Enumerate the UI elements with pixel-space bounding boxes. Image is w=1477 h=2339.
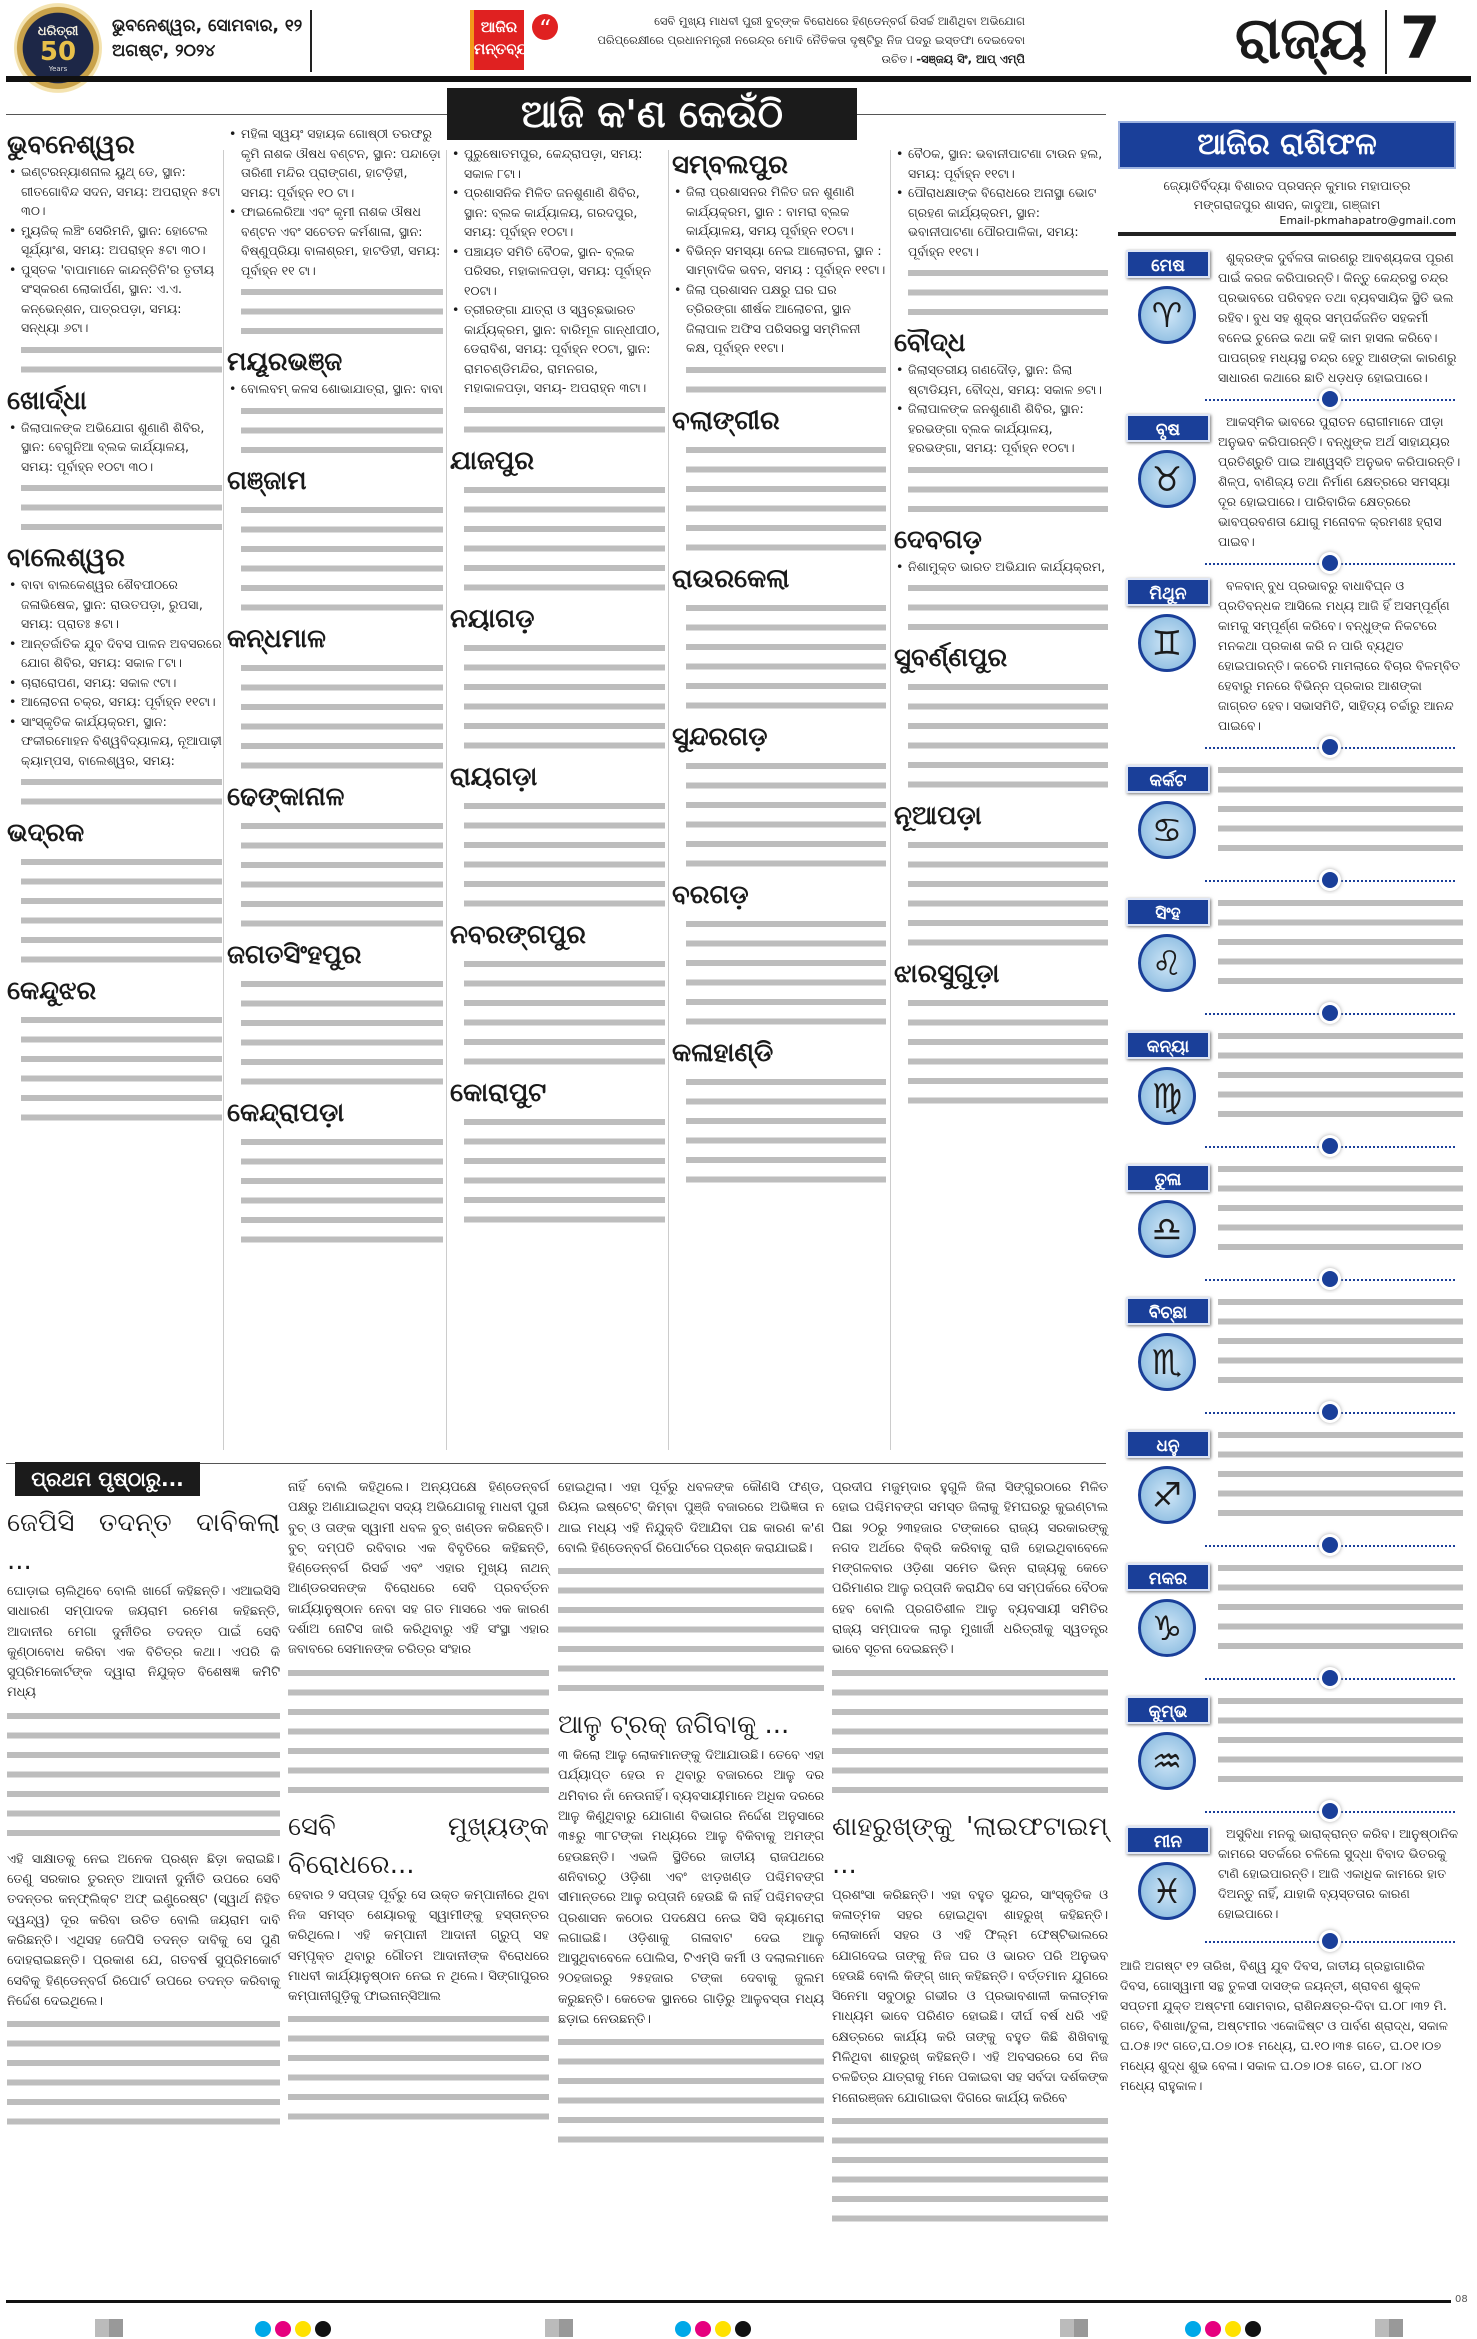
article-headline: ଶାହରୁଖ୍‌ଙ୍କୁ 'ଲାଇଫଟାଇମ୍ ... — [832, 1811, 1108, 1880]
unread-text-placeholder — [1218, 761, 1463, 861]
unread-text-placeholder — [288, 1664, 549, 1804]
unread-text-placeholder — [558, 2033, 824, 2153]
unread-text-placeholder — [464, 797, 665, 914]
unread-text-placeholder — [241, 501, 443, 618]
district-heading: କୋରାପୁଟ — [450, 1077, 547, 1108]
horoscope-sign — [1118, 1559, 1463, 1667]
color-registration-dot — [295, 2321, 311, 2337]
color-registration-dot — [735, 2321, 751, 2337]
pisces-fish-icon: ♓ — [1138, 1862, 1196, 1920]
divider — [310, 10, 312, 72]
sign-separator — [1118, 1401, 1463, 1423]
horoscope-sign — [1118, 1027, 1463, 1135]
event-item: • ଇଣ୍ଟରନ୍ୟାଶନାଲ ୟୁଥ୍ ଡେ, ସ୍ଥାନ: ଗୀତଗୋବିନ୍ଦ ସଦନ, ସମୟ: ଅପରାହ୍ନ ୫ଟା ୩୦। — [7, 162, 222, 221]
sign-name: ମେଷ — [1126, 250, 1210, 278]
section-title: ରାଜ୍ୟ — [1235, 4, 1367, 72]
district-heading: ଦେବଗଡ଼ — [894, 524, 982, 555]
unread-text-placeholder — [686, 1073, 886, 1190]
event-item: • ଆଲୋଚନା ଚକ୍ର, ସମୟ: ପୂର୍ବାହ୍ନ ୧୧ଟା। — [7, 692, 222, 712]
color-registration-dot — [715, 2321, 731, 2337]
separator-dot — [1322, 1933, 1338, 1949]
event-item: • ପୁରୁଷୋତମପୁର, କେନ୍ଦ୍ରାପଡ଼ା, ସମୟ: ସକାଳ ୮ଟା। — [450, 144, 665, 183]
separator-dot — [1322, 391, 1338, 407]
horoscope-sign — [1118, 761, 1463, 869]
district-heading: ରାୟଗଡ଼ା — [450, 761, 538, 792]
author-name: ଜ୍ୟୋତିର୍ବିଦ୍ୟା ବିଶାରଦ ପ୍ରସନ୍ନ କୁମାର ମହାପାତ୍ର — [1163, 178, 1411, 193]
district-heading: ଢେଙ୍କାନାଳ — [227, 781, 345, 812]
masthead-rule — [6, 76, 1471, 82]
sign-name: ମିଥୁନ — [1126, 578, 1210, 606]
sign-name: ଧନୁ — [1126, 1430, 1210, 1458]
district-heading: ନୟାଗଡ଼ — [450, 603, 535, 634]
horoscope-sign — [1118, 1426, 1463, 1534]
scorpio-scorpion-icon: ♏ — [1138, 1333, 1196, 1391]
event-item: • ଜିଲାସ୍ତରୀୟ ଗଣଦୌଡ଼, ସ୍ଥାନ: ଜିଲା ଷ୍ଟାଡିୟମ, ବୌଦ୍ଧ, ସମୟ: ସକାଳ ୭ଟା। — [894, 360, 1108, 399]
color-registration-dot — [255, 2321, 271, 2337]
district-heading: ଗଞ୍ଜାମ — [227, 465, 307, 496]
district-heading: ବାଲେଶ୍ୱର — [7, 543, 125, 573]
unread-text-placeholder — [1218, 1426, 1463, 1526]
horoscope-sign — [1118, 1160, 1463, 1268]
event-item: • ପଞ୍ଚାୟତ ସମିତି ବୈଠକ, ସ୍ଥାନ- ବ୍ଲକ ପରିସର, ମହାକାଳପଡ଼ା, ସମୟ: ପୂର୍ବାହ୍ନ ୧୦ଟା। — [450, 242, 665, 301]
sign-prediction: ବଳବାନ୍ ବୁଧ ପ୍ରଭାବରୁ ବାଧାବିଘ୍ନ ଓ ପ୍ରତିବନ୍ଧକ ଆସିଲେ ମଧ୍ୟ ଆଜି ହିଁ ଅସମ୍ପୂର୍ଣ୍ଣ କାମକୁ ସମ୍ପୂର୍ଣ୍ଣ କରିବେ। ବନ୍ଧୁଙ୍କ ନିକଟରେ ମନକଥା ପ୍ରକାଶ କରି ନ ପାରି ବ୍ୟଥିତ ହୋଇପାରନ୍ତି। କଚେରି ମାମଲାରେ ବିଚାର ବିଳମ୍ବିତ ହେବାରୁ ମନରେ ବିଭିନ୍ନ ପ୍ରକାର ଆଶଙ୍କା ଜାଗ୍ରତ ହେବ। ସଭାସମିତି, ସାହିତ୍ୟ ଚର୍ଚ୍ଚାରୁ ଆନନ୍ଦ ପାଇବେ। — [1218, 578, 1461, 733]
grayscale-mark — [1375, 2319, 1403, 2337]
article-body: ହୋଇଥିଲା। ଏହା ପୂର୍ବରୁ ଧବଳଙ୍କ କୌଣସି ଫଣ୍ଡ, ରିୟଲ ଇଷ୍ଟେଟ୍ କିମ୍ବା ପୁଞ୍ଜି ବଜାରରେ ଅଭିଜ୍ଞତା ନ ଥାଇ ମଧ୍ୟ ଏହି ନିଯୁକ୍ତି ଦିଆଯିବା ପଛ କାରଣ କ'ଣ ବୋଲି ହିଣ୍ଡେନ୍‌ବର୍ଗ ରିପୋର୍ଟରେ ପ୍ରଶ୍ନ କରାଯାଇଛି। — [558, 1480, 824, 1556]
unread-text-placeholder — [686, 441, 886, 558]
sign-separator — [1118, 1268, 1463, 1290]
sign-separator — [1118, 388, 1463, 410]
district-heading: କଳାହାଣ୍ଡି — [672, 1037, 774, 1068]
unread-text-placeholder — [241, 402, 443, 460]
capricorn-goat-icon: ♑ — [1138, 1599, 1196, 1657]
district-heading: ଜଗତସିଂହପୁର — [227, 939, 362, 970]
taurus-bull-icon: ♉ — [1138, 450, 1196, 508]
color-registration-dot — [275, 2321, 291, 2337]
district-heading: ଭୁବନେଶ୍ୱର — [7, 130, 135, 160]
separator-dot — [1322, 1271, 1338, 1287]
unread-text-placeholder — [464, 401, 665, 440]
horoscope-signs — [1118, 246, 1463, 2096]
page-number: 7 — [1400, 4, 1441, 72]
unread-text-placeholder — [464, 639, 665, 756]
article-column — [7, 1500, 280, 2138]
article-headline: ଜେପିସି ତଦନ୍ତ ଦାବିକଲା ... — [7, 1508, 280, 1576]
separator-dot — [1322, 1138, 1338, 1154]
unread-text-placeholder — [21, 1011, 222, 1128]
unread-text-placeholder — [832, 1664, 1108, 1804]
article-column — [288, 1478, 549, 2133]
logo-years-label: Years — [48, 64, 68, 73]
libra-scales-icon: ♎ — [1138, 1200, 1196, 1258]
color-registration-dot — [1225, 2321, 1241, 2337]
sign-separator — [1118, 1800, 1463, 1822]
quote-body: ସେବି ମୁଖ୍ୟ ମାଧବୀ ପୁରୀ ବୁଚ୍‌ଙ୍କ ବିରୋଧରେ ହିଣ୍ଡେନ୍‌ବର୍ଗ ରିସର୍ଚ୍ଚ ଆଣିଥିବା ଅଭିଯୋଗ ପରିପ୍ରେକ୍ଷୀରେ ପ୍ରଧାନମନ୍ତ୍ରୀ ନରେନ୍ଦ୍ର ମୋଦି ନୈତିକତା ଦୃଷ୍ଟିରୁ ନିଜ ପଦରୁ ଇସ୍ତଫା ଦେଇଦେବା ଉଚିତ। — [597, 14, 1025, 66]
unread-text-placeholder — [1218, 1559, 1463, 1659]
article-headline: ସେବି ମୁଖ୍ୟଙ୍କ ବିରୋଧରେ... — [288, 1811, 549, 1880]
author-address: ମଙ୍ଗରାଜପୁର ଶାସନ, କାଦୁଆ, ଗଞ୍ଜାମ — [1193, 197, 1381, 212]
column-divider — [446, 150, 447, 1450]
unread-text-placeholder — [21, 853, 222, 970]
separator-dot — [1322, 555, 1338, 571]
logo-years: 50 — [39, 36, 77, 67]
page-code: 08 — [1455, 2294, 1468, 2305]
unread-text-placeholder — [7, 2015, 280, 2135]
sign-name: ସିଂହ — [1126, 898, 1210, 926]
virgo-maiden-icon: ♍ — [1138, 1067, 1196, 1125]
separator-dot — [1322, 1005, 1338, 1021]
sign-separator — [1118, 1135, 1463, 1157]
event-item: • ବିଭିନ୍ନ ସମସ୍ୟା ନେଇ ଆଲୋଚନା, ସ୍ଥାନ : ସାମ୍ବାଦିକ ଭବନ, ସମୟ : ପୂର୍ବାହ୍ନ ୧୧ଟା। — [672, 241, 886, 280]
sign-separator — [1118, 1930, 1463, 1952]
event-item: • ଜିଲାପାଳଙ୍କ ଜନଶୁଣାଣି ଶିବିର, ସ୍ଥାନ: ହରଭଙ୍ଗା ବ୍ଲକ କାର୍ଯ୍ୟାଳୟ, ହରଭଙ୍ଗା, ସମୟ: ପୂର୍ବାହ୍ନ ୧୦ଟା। — [894, 399, 1108, 458]
color-registration-dot — [1245, 2321, 1261, 2337]
article-body: ହେବାର ୨ ସପ୍ତାହ ପୂର୍ବରୁ ସେ ଉକ୍ତ କମ୍ପାନୀରେ ଥିବା ନିଜ ସମସ୍ତ ଶେୟାରକୁ ସ୍ୱାମୀଙ୍କୁ ହସ୍ତାନ୍ତର କରିଥିଲେ। ଏହି କମ୍ପାନୀ ଆଦାନୀ ଗ୍ରୁପ୍ ସହ ସମ୍ପୃକ୍ତ ଥିବାରୁ ଗୌତମ ଆଦାନୀଙ୍କ ବିରୋଧରେ ମାଧବୀ କାର୍ଯ୍ୟାନୁଷ୍ଠାନ ନେଇ ନ ଥିଲେ। ସିଙ୍ଗାପୁରର କମ୍ପାନୀଗୁଡ଼ିକୁ ଫାଇନାନ୍ସିଆଲ — [288, 1887, 549, 2005]
district-heading: ଯାଜପୁର — [450, 445, 535, 476]
article-column — [558, 1478, 824, 2156]
district-heading: ବରଗଡ଼ — [672, 879, 749, 910]
unread-text-placeholder — [7, 1707, 280, 1847]
event-item: • ବୋଲବମ୍ କଳସ ଶୋଭାଯାତ୍ରା, ସ୍ଥାନ: ବାବା — [227, 379, 443, 399]
unread-text-placeholder — [908, 264, 1108, 322]
unread-text-placeholder — [464, 955, 665, 1072]
district-heading: ରାଉରକେଲା — [672, 563, 790, 594]
unread-text-placeholder — [908, 461, 1108, 519]
unread-text-placeholder — [241, 975, 443, 1092]
unread-text-placeholder — [241, 283, 443, 341]
event-item: • ଜିଲା ପ୍ରଶାସନର ମିଳିତ ଜନ ଶୁଣାଣି କାର୍ଯ୍ୟକ୍ରମ, ସ୍ଥାନ : ବାମରା ବ୍ଲକ କାର୍ଯ୍ୟାଳୟ, ସମୟ ପୂର୍ବାହ୍ନ ୧୦ଟା। — [672, 182, 886, 241]
event-item: • ବୈଠକ, ସ୍ଥାନ: ଭବାନୀପାଟଣା ଟାଉନ ହଲ, ସମୟ: ପୂର୍ବାହ୍ନ ୧୧ଟା। — [894, 144, 1108, 183]
horoscope-sign — [1118, 574, 1463, 736]
district-heading: କେନ୍ଦୁଝର — [7, 976, 97, 1006]
district-heading: ବୌଦ୍ଧ — [894, 328, 966, 358]
color-registration-dot — [695, 2321, 711, 2337]
sign-separator — [1118, 1534, 1463, 1556]
aquarius-water-bearer-icon: ♒ — [1138, 1732, 1196, 1790]
events-banner: ଆଜି କ'ଣ କେଉଁଠି — [447, 88, 857, 140]
todays-comment-quote — [585, 12, 1025, 69]
district-heading: କନ୍ଧମାଳ — [227, 623, 326, 654]
separator-dot — [1322, 1803, 1338, 1819]
unread-text-placeholder — [686, 757, 886, 874]
unread-text-placeholder — [21, 773, 222, 812]
sign-name: ବୃଷ — [1126, 414, 1210, 442]
dateline: ଭୁବନେଶ୍ୱର, ସୋମବାର, ୧୨ ଅଗଷ୍ଟ, ୨୦୨୪ — [112, 16, 303, 61]
article-headline: ଆଳୁ ଟ୍ରକ୍ ଜଗିବାକୁ ... — [558, 1710, 790, 1741]
sign-separator — [1118, 736, 1463, 758]
sign-name: ବିଚ୍ଛା — [1126, 1297, 1210, 1325]
unread-text-placeholder — [241, 817, 443, 934]
color-registration-dot — [1205, 2321, 1221, 2337]
separator-dot — [1322, 739, 1338, 755]
separator-dot — [1322, 1670, 1338, 1686]
sign-prediction: ଶୁକ୍ରଙ୍କ ଦୁର୍ବଳତା କାରଣରୁ ଆବଶ୍ୟକତା ପୂରଣ ପାଇଁ କରଜ କରିପାରନ୍ତି। କିନ୍ତୁ କେନ୍ଦ୍ରସ୍ଥ ଚନ୍ଦ୍ର ପ୍ରଭାବରେ ପରିବହନ ତଥା ବ୍ୟବସାୟିକ ସ୍ଥିତି ଭଲ ରହିବ। ବୁଧ ସହ ଶୁକ୍ର ସମ୍ପର୍କଜନିତ ସହକର୍ମୀ ବନେଇ ଚୁନେଇ କଥା କହି କାମ ହାସଲ କରିବେ। ପାପଗ୍ରହ ମଧ୍ୟସ୍ଥ ଚନ୍ଦ୍ର ହେତୁ ଆଶଙ୍କା କାରଣରୁ ସାଧାରଣ କଥାରେ ଛାତି ଧଡ଼ଧଡ଼ ହୋଇପାରେ। — [1218, 250, 1457, 385]
unread-text-placeholder — [686, 915, 886, 1032]
district-heading: ନବରଙ୍ଗପୁର — [450, 919, 587, 950]
unread-text-placeholder — [1218, 894, 1463, 994]
event-item: • ପ୍ରଶାସନିକ ମିଳିତ ଜନଶୁଣାଣି ଶିବିର, ସ୍ଥାନ: ବ୍ଲକ କାର୍ଯ୍ୟାଳୟ, ଗରଦପୁର, ସମୟ: ପୂର୍ବାହ୍ନ ୧୦ଟା। — [450, 183, 665, 242]
unread-text-placeholder — [908, 579, 1108, 637]
aries-ram-icon: ♈ — [1138, 286, 1196, 344]
sign-prediction: ଆକସ୍ମିକ ଭାବରେ ପୁରାତନ ରୋଗୀମାନେ ପୀଡ଼ା ଅନୁଭବ କରିପାରନ୍ତି। ବନ୍ଧୁଙ୍କ ଅର୍ଥ ସାହାଯ୍ୟର ପ୍ରତିଶ୍ରୁତି ପାଇ ଆଶ୍ୱସ୍ତି ଅନୁଭବ କରିପାରନ୍ତି। ଶିଳ୍ପ, ବାଣିଜ୍ୟ ତଥା ନିର୍ମାଣ କ୍ଷେତ୍ରରେ ସମସ୍ୟା ଦୂର ହୋଇପାରେ। ପାରିବାରିକ କ୍ଷେତ୍ରରେ ଭାବପ୍ରବଣତା ଯୋଗୁ ମନୋବଳ କ୍ରମଶଃ ହ୍ରାସ ପାଇବ। — [1218, 414, 1461, 549]
event-item: • ଜିଲା ପ୍ରଶାସନ ପକ୍ଷରୁ ଘର ଘର ତ୍ରିରଙ୍ଗା ଶୀର୍ଷକ ଆଲୋଚନା, ସ୍ଥାନ ଜିଲାପାଳ ଅଫିସ ପରିସରସ୍ଥ ସମ୍ମିଳନୀ କକ୍ଷ, ପୂର୍ବାହ୍ନ ୧୧ଟା। — [672, 280, 886, 358]
district-heading: ଝାରସୁଗୁଡ଼ା — [894, 959, 1000, 989]
horoscope-sign — [1118, 246, 1463, 388]
panchang-text: ଆଜି ଅଗଷ୍ଟ ୧୨ ତାରିଖ, ବିଶ୍ୱ ଯୁବ ଦିବସ, ଜାତୀୟ ଗ୍ରନ୍ଥାଗାରିକ ଦିବସ, ଗୋସ୍ୱାମୀ ସନ୍ଥ ତୁଳସୀ ଦାସଙ୍କ ଜୟନ୍ତୀ, ଶ୍ରାବଣ ଶୁକ୍ଳ ସପ୍ତମୀ ଯୁକ୍ତ ଅଷ୍ଟମୀ ସୋମବାର, ରାଶିନକ୍ଷତ୍ର-ଦିବା ଘ.୦୮।୩୨ ମି. ଗତେ, ବିଶାଖା/ତୁଳା, ଅଷ୍ଟମୀର ଏକୋଦ୍ଦିଷ୍ଟ ଓ ପାର୍ବଣ ଶ୍ରାଦ୍ଧ, ସକାଳ ଘ.୦୫।୨୯ ଗତେ,ଘ.୦୭।୦୫ ମଧ୍ୟେ, ଘ.୧୦।୩୫ ଗତେ, ଘ.୦୧।୦୭ ମଧ୍ୟେ ଶୁଦ୍ଧ ଶୁଭ ବେଳା। ସକାଳ ଘ.୦୭।୦୫ ଗତେ, ଘ.୦୮।୪୦ ମଧ୍ୟେ ରାହୁକାଳ। — [1120, 1958, 1448, 2093]
column-divider — [223, 150, 224, 1450]
district-heading: ଭଦ୍ରକ — [7, 818, 85, 848]
gemini-twins-icon: ♊ — [1138, 614, 1196, 672]
sign-separator — [1118, 1002, 1463, 1024]
horoscope-sign — [1118, 1692, 1463, 1800]
district-heading: ବଲାଙ୍ଗୀର — [672, 405, 780, 436]
grayscale-mark — [545, 2319, 573, 2337]
event-item: • ପୌରାଧକ୍ଷାଙ୍କ ବିରୋଧରେ ଅନାସ୍ଥା ଭୋଟ ଗ୍ରହଣ କାର୍ଯ୍ୟକ୍ରମ, ସ୍ଥାନ: ଭବାନୀପାଟଣା ପୌରପାଳିକା, ସମୟ: ପୂର୍ବାହ୍ନ ୧୧ଟା। — [894, 183, 1108, 261]
event-item: • ବାବା ବାଲକେଶ୍ୱର ଶୈବପୀଠରେ ଜଳାଭିଷେକ, ସ୍ଥାନ: ରାଉତପଡ଼ା, ରୁପସା, ସମୟ: ପ୍ରାତଃ ୫ଟା। — [7, 575, 222, 634]
event-item: • ଚାରାରୋପଣ, ସମୟ: ସକାଳ ୯ଟା। — [7, 673, 222, 693]
grayscale-mark — [1060, 2319, 1088, 2337]
unread-text-placeholder — [686, 599, 886, 716]
color-registration-dot — [1185, 2321, 1201, 2337]
todays-comment-label: ଆଜିର ମନ୍ତବ୍ୟ — [470, 10, 524, 70]
sign-name: ତୁଳା — [1126, 1164, 1210, 1192]
event-item: • ନିଶାମୁକ୍ତ ଭାରତ ଅଭିଯାନ କାର୍ଯ୍ୟକ୍ରମ, — [894, 557, 1108, 577]
unread-text-placeholder — [288, 2010, 549, 2130]
district-heading: ନୂଆପଡ଼ା — [894, 801, 982, 831]
horoscope-author — [1118, 176, 1456, 214]
horoscope-title: ଆଜିର ରାଶିଫଳ — [1118, 121, 1456, 169]
article-body: ୩ କିଲୋ ଆଳୁ ଲୋକମାନଙ୍କୁ ଦିଆଯାଉଛି। ତେବେ ଏହା ପର୍ଯ୍ୟାପ୍ତ ହେଉ ନ ଥିବାରୁ ବଜାରରେ ଆଳୁ ଦର ଥମିବାର ନାଁ ନେଉନାହିଁ। ବ୍ୟବସାୟୀମାନେ ଅଧିକ ଦରରେ ଆଳୁ କିଣୁଥିବାରୁ ଯୋଗାଣ ବିଭାଗର ନିର୍ଦ୍ଦେଶ ଅନୁସାରେ ୩୫ରୁ ୩୮ଟଙ୍କା ମଧ୍ୟରେ ଆଳୁ ବିକିବାକୁ ଅମଙ୍ଗ ହେଉଛନ୍ତି। ଏଭଳି ସ୍ଥିତିରେ ଜାତୀୟ ରାଜପଥରେ ଶନିବାରଠୁ ଓଡ଼ିଶା ଏବଂ ଝାଡ଼ଖଣ୍ଡ ପଶ୍ଚିମବଙ୍ଗ ସୀମାନ୍ତରେ ଆଳୁ ରପ୍ତାନି ହେଉଛି କି ନାହିଁ ପଶ୍ଚିମବଙ୍ଗ ପ୍ରଶାସନ କଠୋର ପଦକ୍ଷେପ ନେଇ ସିସି କ୍ୟାମେରା ଲଗାଇଛି। ଓଡ଼ିଶାକୁ ଗଳାବାଟ ଦେଇ ଆଳୁ ଆସୁଥିବାବେଳେ ପୋଲିସ, ଟିଏମ୍‌ସି କର୍ମୀ ଓ ଦଲାଲମାନେ ୨୦ହଜାରରୁ ୨୫ହଜାର ଟଙ୍କା ଦେବାକୁ ଜୁଲମ କରୁଛନ୍ତି। କେତେକ ସ୍ଥାନରେ ଗାଡ଼ିରୁ ଆଳୁବସ୍ତା ମଧ୍ୟ ଛଡ଼ାଇ ନେଉଛନ୍ତି। — [558, 1748, 824, 2028]
sign-name: ମୀନ — [1126, 1826, 1210, 1854]
color-registration-dot — [675, 2321, 691, 2337]
sign-separator — [1118, 869, 1463, 891]
unread-text-placeholder — [908, 836, 1108, 953]
unread-text-placeholder — [832, 2112, 1108, 2232]
sign-name: କନ୍ୟା — [1126, 1031, 1210, 1059]
unread-text-placeholder — [241, 1133, 443, 1250]
grayscale-mark — [95, 2319, 123, 2337]
sign-name: କୁମ୍ଭ — [1126, 1696, 1210, 1724]
cancer-crab-icon: ♋ — [1138, 801, 1196, 859]
sign-separator — [1118, 552, 1463, 574]
column-divider — [668, 150, 669, 1450]
event-item: • ସାଂସ୍କୃତିକ କାର୍ଯ୍ୟକ୍ରମ, ସ୍ଥାନ: ଫକୀରମୋହନ ବିଶ୍ୱବିଦ୍ୟାଳୟ, ନୂଆପାଢ଼ୀ କ୍ୟାମ୍ପସ, ବାଲେଶ୍ୱର, ସମୟ: — [7, 712, 222, 771]
horoscope-rule — [1118, 232, 1456, 236]
sagittarius-archer-icon: ♐ — [1138, 1466, 1196, 1524]
horoscope-sign — [1118, 894, 1463, 1002]
unread-text-placeholder — [241, 659, 443, 776]
footer-rule — [6, 2300, 1451, 2303]
horoscope-sign — [1118, 410, 1463, 552]
unread-text-placeholder — [1218, 1027, 1463, 1127]
article-body: ଏହି ସାକ୍ଷାତକୁ ନେଇ ଅନେକ ପ୍ରଶ୍ନ ଛିଡ଼ା କରାଇଛି। ତେଣୁ ସରକାର ତୁରନ୍ତ ଆଦାନୀ ଦୁର୍ନୀତି ଉପରେ ସେବି ତଦନ୍ତର କନ୍‌ଫ୍ଲିକ୍ଟ ଅଫ୍ ଇଣ୍ଟ୍ରେଷ୍ଟ (ସ୍ୱାର୍ଥ ନିହିତ ଦ୍ୱନ୍ଦ୍ୱ) ଦୂର କରିବା ଉଚିତ ବୋଲି ଜୟରାମ ଦାବି କରିଛନ୍ତି। ଏଥିସହ ଜେପିସି ତଦନ୍ତ ଦାବିକୁ ସେ ପୁଣି ଦୋହରାଇଛନ୍ତି। ପ୍ରକାଶ ଯେ, ଗତବର୍ଷ ସୁପ୍ରିମକୋର୍ଟ ସେବିକୁ ହିଣ୍ଡେନ୍‌ବର୍ଗ ରିପୋର୍ଟ ଉପରେ ତଦନ୍ତ କରିବାକୁ ନିର୍ଦ୍ଦେଶ ଦେଇଥିଲେ। — [7, 1851, 280, 2009]
sign-name: ମକର — [1126, 1563, 1210, 1591]
district-heading: ମୟୂରଭଞ୍ଜ — [227, 347, 343, 377]
event-item: • ଫାଇଲେରିଆ ଏବଂ କୃମୀ ନାଶକ ଔଷଧ ବଣ୍ଟନ ଏବଂ ସଚେତନ କର୍ମଶାଳା, ସ୍ଥାନ: ବିଷ୍ଣୁପ୍ରିୟା ବାଳାଶ୍ରମ, ହାଟଡିହୀ, ସମୟ: ପୂର୍ବାହ୍ନ ୧୧ ଟା। — [227, 202, 443, 280]
article-body: ଘୋଡ଼ାଇ ଚାଲିଥିବେ ବୋଲି ଖାର୍ଗେ କହିଛନ୍ତି। ଏଆଇସିସି ସାଧାରଣ ସମ୍ପାଦକ ଜୟରାମ ରମେଶ କହିଛନ୍ତି, ଆଦାନୀର ମେଗା ଦୁର୍ନୀତିର ତଦନ୍ତ ପାଇଁ ସେବି କୁଣ୍ଠାବୋଧ କରିବା ଏକ ବିଚିତ୍ର କଥା। ଏପରି କି ସୁପ୍ରିମକୋର୍ଟଙ୍କ ଦ୍ୱାରା ନିଯୁକ୍ତ ବିଶେଷଜ୍ଞ କମିଟି ମଧ୍ୟ — [7, 1584, 280, 1701]
event-item: • ମହିଳା ସ୍ୱୟଂ ସହାୟକ ଗୋଷ୍ଠୀ ତରଫରୁ କୃମି ନାଶକ ଔଷଧ ବଣ୍ଟନ, ସ୍ଥାନ: ପନ୍ଦାଡ଼ୋ ତାରିଣୀ ମନ୍ଦିର ପ୍ରାଙ୍ଗଣ, ହାଟଡ଼ିହୀ, ସମୟ: ପୂର୍ବାହ୍ନ ୧୦ ଟା। — [227, 124, 443, 202]
separator-dot — [1322, 1404, 1338, 1420]
unread-text-placeholder — [908, 678, 1108, 795]
district-heading: ସୁବର୍ଣ୍ଣପୁର — [894, 643, 1008, 673]
front-page-continued-label: ପ୍ରଥମ ପୃଷ୍ଠାରୁ... — [15, 1462, 200, 1496]
events-column — [227, 124, 443, 1253]
unread-text-placeholder — [21, 479, 222, 537]
leo-lion-icon: ♌ — [1138, 934, 1196, 992]
unread-text-placeholder — [464, 481, 665, 598]
events-column — [7, 124, 222, 1131]
color-registration-dot — [315, 2321, 331, 2337]
unread-text-placeholder — [686, 361, 886, 400]
district-heading: କେନ୍ଦ୍ରାପଡ଼ା — [227, 1097, 345, 1128]
article-body: ନାହିଁ ବୋଲି କହିଥିଲେ। ଅନ୍ୟପକ୍ଷେ ହିଣ୍ଡେନ୍‌ବର୍ଗ ପକ୍ଷରୁ ଅଣାଯାଇଥିବା ସଦ୍ୟ ଅଭିଯୋଗକୁ ମାଧବୀ ପୁରୀ ବୁଚ୍ ଓ ତାଙ୍କ ସ୍ୱାମୀ ଧବଳ ବୁଚ୍ ଖଣ୍ଡନ କରିଛନ୍ତି। ବୁଚ୍ ଦମ୍ପତି ରବିବାର ଏକ ବିବୃତିରେ କହିଛନ୍ତି, ହିଣ୍ଡେନ୍‌ବର୍ଗ ରିସର୍ଚ୍ଚ ଏବଂ ଏହାର ମୁଖ୍ୟ ନାଥନ୍ ଆଣ୍ଡରସନଙ୍କ ବିରୋଧରେ ସେବି ପ୍ରବର୍ତ୍ତନ କାର୍ଯ୍ୟାନୁଷ୍ଠାନ ନେବା ସହ ଗତ ମାସରେ ଏକ କାରଣ ଦର୍ଶାଅ ନୋଟିସ ଜାରି କରିଥିବାରୁ ଏହି ସଂସ୍ଥା ଏହାର ଜବାବରେ ସେମାନଙ୍କ ଚରିତ୍ର ସଂହାର — [288, 1480, 549, 1658]
event-item: • ତ୍ରୀରଙ୍ଗା ଯାତ୍ରା ଓ ସ୍ୱଚ୍ଛଭାରତ କାର୍ଯ୍ୟକ୍ରମ, ସ୍ଥାନ: ବାରିମୂଳ ଗାନ୍ଧୀପୀଠ, ଡେରାବିଶ, ସମୟ: ପୂର୍ବାହ୍ନ ୧୦ଟା, ସ୍ଥାନ: ରାମଚଣ୍ଡିମନ୍ଦିର, ରାମନଗର, ମହାକାଳପଡ଼ା, ସମୟ- ଅପରାହ୍ନ ୩ଟା। — [450, 300, 665, 398]
separator-dot — [1322, 872, 1338, 888]
unread-text-placeholder — [21, 341, 222, 380]
author-email: Email-pkmahapatro@gmail.com — [1279, 214, 1456, 227]
article-body: ପ୍ରଦୀପ ମଜୁମ୍‌ଦାର ହୁଗୁଳି ଜିଲା ସିଙ୍ଗୁରଠାରେ ମିଳିତ ହୋଇ ପଶ୍ଚିମବଙ୍ଗ ସମସ୍ତ ଜିଲାକୁ ହିମଘରରୁ କୁଇଣ୍ଟାଲ ପିଛା ୨୦ରୁ ୨୩ହଜାର ଟଙ୍କାରେ ରାଜ୍ୟ ସରକାରଙ୍କୁ ନଗଦ ଅର୍ଥରେ ବିକ୍ରି କରିବାକୁ ରାଜି ହୋଇଥିବାବେଳେ ମଙ୍ଗଳବାର ଓଡ଼ିଶା ସମେତ ଭିନ୍ନ ରାଜ୍ୟକୁ କେତେ ପରିମାଣର ଆଳୁ ରପ୍ତାନି କରାଯିବ ସେ ସମ୍ପର୍କରେ ବୈଠକ ହେବ ବୋଲି ପ୍ରଗତିଶୀଳ ଆଳୁ ବ୍ୟବସାୟୀ ସମିତିର ରାଜ୍ୟ ସମ୍ପାଦକ ଲାଲୁ ମୁଖାର୍ଜୀ ଧରିତ୍ରୀକୁ ସ୍ୱତନ୍ତ୍ର ଭାବେ ସୂଚନା ଦେଇଛନ୍ତି। — [832, 1480, 1108, 1658]
divider — [1385, 10, 1387, 74]
quote-icon: “ — [532, 14, 558, 40]
article-column — [832, 1478, 1108, 2235]
sign-name: କର୍କଟ — [1126, 765, 1210, 793]
event-item: • ମ୍ୟୁଜିକ୍ ଲଞ୍ଚିଂ ସେରିମନି, ସ୍ଥାନ: ହୋଟେଲ ସୂର୍ଯ୍ୟାଂଶ, ସମୟ: ଅପରାହ୍ନ ୫ଟା ୩୦। — [7, 221, 222, 260]
unread-text-placeholder — [1218, 1692, 1463, 1792]
horoscope-sign — [1118, 1293, 1463, 1401]
event-item: • ଆନ୍ତର୍ଜାତିକ ଯୁବ ଦିବସ ପାଳନ ଅବସରରେ ଯୋଗ ଶିବିର, ସମୟ: ସକାଳ ୮ଟା। — [7, 634, 222, 673]
event-item: • ପୁସ୍ତକ 'ବାପାମାନେ କାନ୍ଦନ୍ତିନି'ର ତୃତୀୟ ସଂସ୍କରଣ ଲୋକାର୍ପଣ, ସ୍ଥାନ: ଏ.ଏ. କନ୍‌ଭେନ୍‌ଶନ, ପାତ୍ରପଡ଼ା, ସମୟ: ସନ୍ଧ୍ୟା ୬ଟା। — [7, 260, 222, 338]
district-heading: ସୁନ୍ଦରଗଡ଼ — [672, 721, 768, 752]
separator-dot — [1322, 1537, 1338, 1553]
unread-text-placeholder — [1218, 1160, 1463, 1260]
horoscope-sign — [1118, 1822, 1463, 1930]
article-body: ପ୍ରଶଂସା କରିଛନ୍ତି। ଏହା ବହୁତ ସୁନ୍ଦର, ସାଂସ୍କୃତିକ ଓ କଳାତ୍ମକ ସହର ହୋଇଥିବା ଶାହରୁଖ୍ କହିଛନ୍ତି। ଲୋକାର୍ନୋ ସହର ଓ ଏହି ଫିଲ୍ମ ଫେଷ୍ଟିଭାଲରେ ଯୋଗଦେଇ ତାଙ୍କୁ ନିଜ ଘର ଓ ଭାରତ ପରି ଅନୁଭବ ହେଉଛି ବୋଲି କିଙ୍ଗ୍ ଖାନ୍ କହିଛନ୍ତି। ବର୍ତ୍ତମାନ ଯୁଗରେ ସିନେମା ସବୁଠାରୁ ଗଭୀର ଓ ପ୍ରଭାବଶାଳୀ କଳାତ୍ମକ ମାଧ୍ୟମ ଭାବେ ପରିଣତ ହୋଇଛି। ଦୀର୍ଘ ବର୍ଷ ଧରି ଏହି କ୍ଷେତ୍ରରେ କାର୍ଯ୍ୟ କରି ତାଙ୍କୁ ବହୁତ କିଛି ଶିଖିବାକୁ ମିଳିଥିବା ଶାହରୁଖ୍ କହିଛନ୍ତି। ଏହି ଅବସରରେ ସେ ନିଜ ଚଳଚ୍ଚିତ୍ର ଯାତ୍ରାକୁ ମନେ ପକାଇବା ସହ ସର୍ବଦା ଦର୍ଶକଙ୍କ ମନୋରଞ୍ଜନ ଯୋଗାଇବା ଦିଗରେ କାର୍ଯ୍ୟ କରିବେ — [832, 1887, 1108, 2106]
events-column — [450, 144, 665, 1233]
unread-text-placeholder — [1218, 1293, 1463, 1393]
events-column — [672, 144, 886, 1193]
district-heading: ଖୋର୍ଦ୍ଧା — [7, 385, 87, 416]
events-column — [894, 144, 1108, 1114]
district-heading: ସମ୍ବଲପୁର — [672, 150, 788, 180]
quote-author: -ସଞ୍ଜୟ ସିଂ, ଆପ୍ ଏମ୍‌ପି — [916, 52, 1025, 66]
unread-text-placeholder — [464, 1113, 665, 1230]
sign-separator — [1118, 1667, 1463, 1689]
unread-text-placeholder — [908, 994, 1108, 1111]
unread-text-placeholder — [558, 1562, 824, 1702]
event-item: • ଜିଲାପାଳଙ୍କ ଅଭିଯୋଗ ଶୁଣାଣି ଶିବିର, ସ୍ଥାନ: ବେଗୁନିଆ ବ୍ଲକ କାର୍ଯ୍ୟାଳୟ, ସମୟ: ପୂର୍ବାହ୍ନ ୧୦ଟା ୩୦। — [7, 418, 222, 477]
column-divider — [890, 150, 891, 1450]
logo-text: ଧରିତ୍ରୀ — [37, 23, 79, 39]
sign-prediction: ଅସୁବିଧା ମନକୁ ଭାରାକ୍ରାନ୍ତ କରିବ। ଆନୁଷ୍ଠାନିକ କାମରେ ସତର୍କରେ ଚଳିଲେ ସୁଦ୍ଧା ବିବାଦ ଭିତରକୁ ଟାଣି ହୋଇପାରନ୍ତି। ଆଜି ଏକାଧିକ କାମରେ ହାତ ଦିଅନ୍ତୁ ନାହିଁ, ଯାହାକି ବ୍ୟସ୍ତତାର କାରଣ ହୋଇପାରେ। — [1218, 1826, 1459, 1921]
